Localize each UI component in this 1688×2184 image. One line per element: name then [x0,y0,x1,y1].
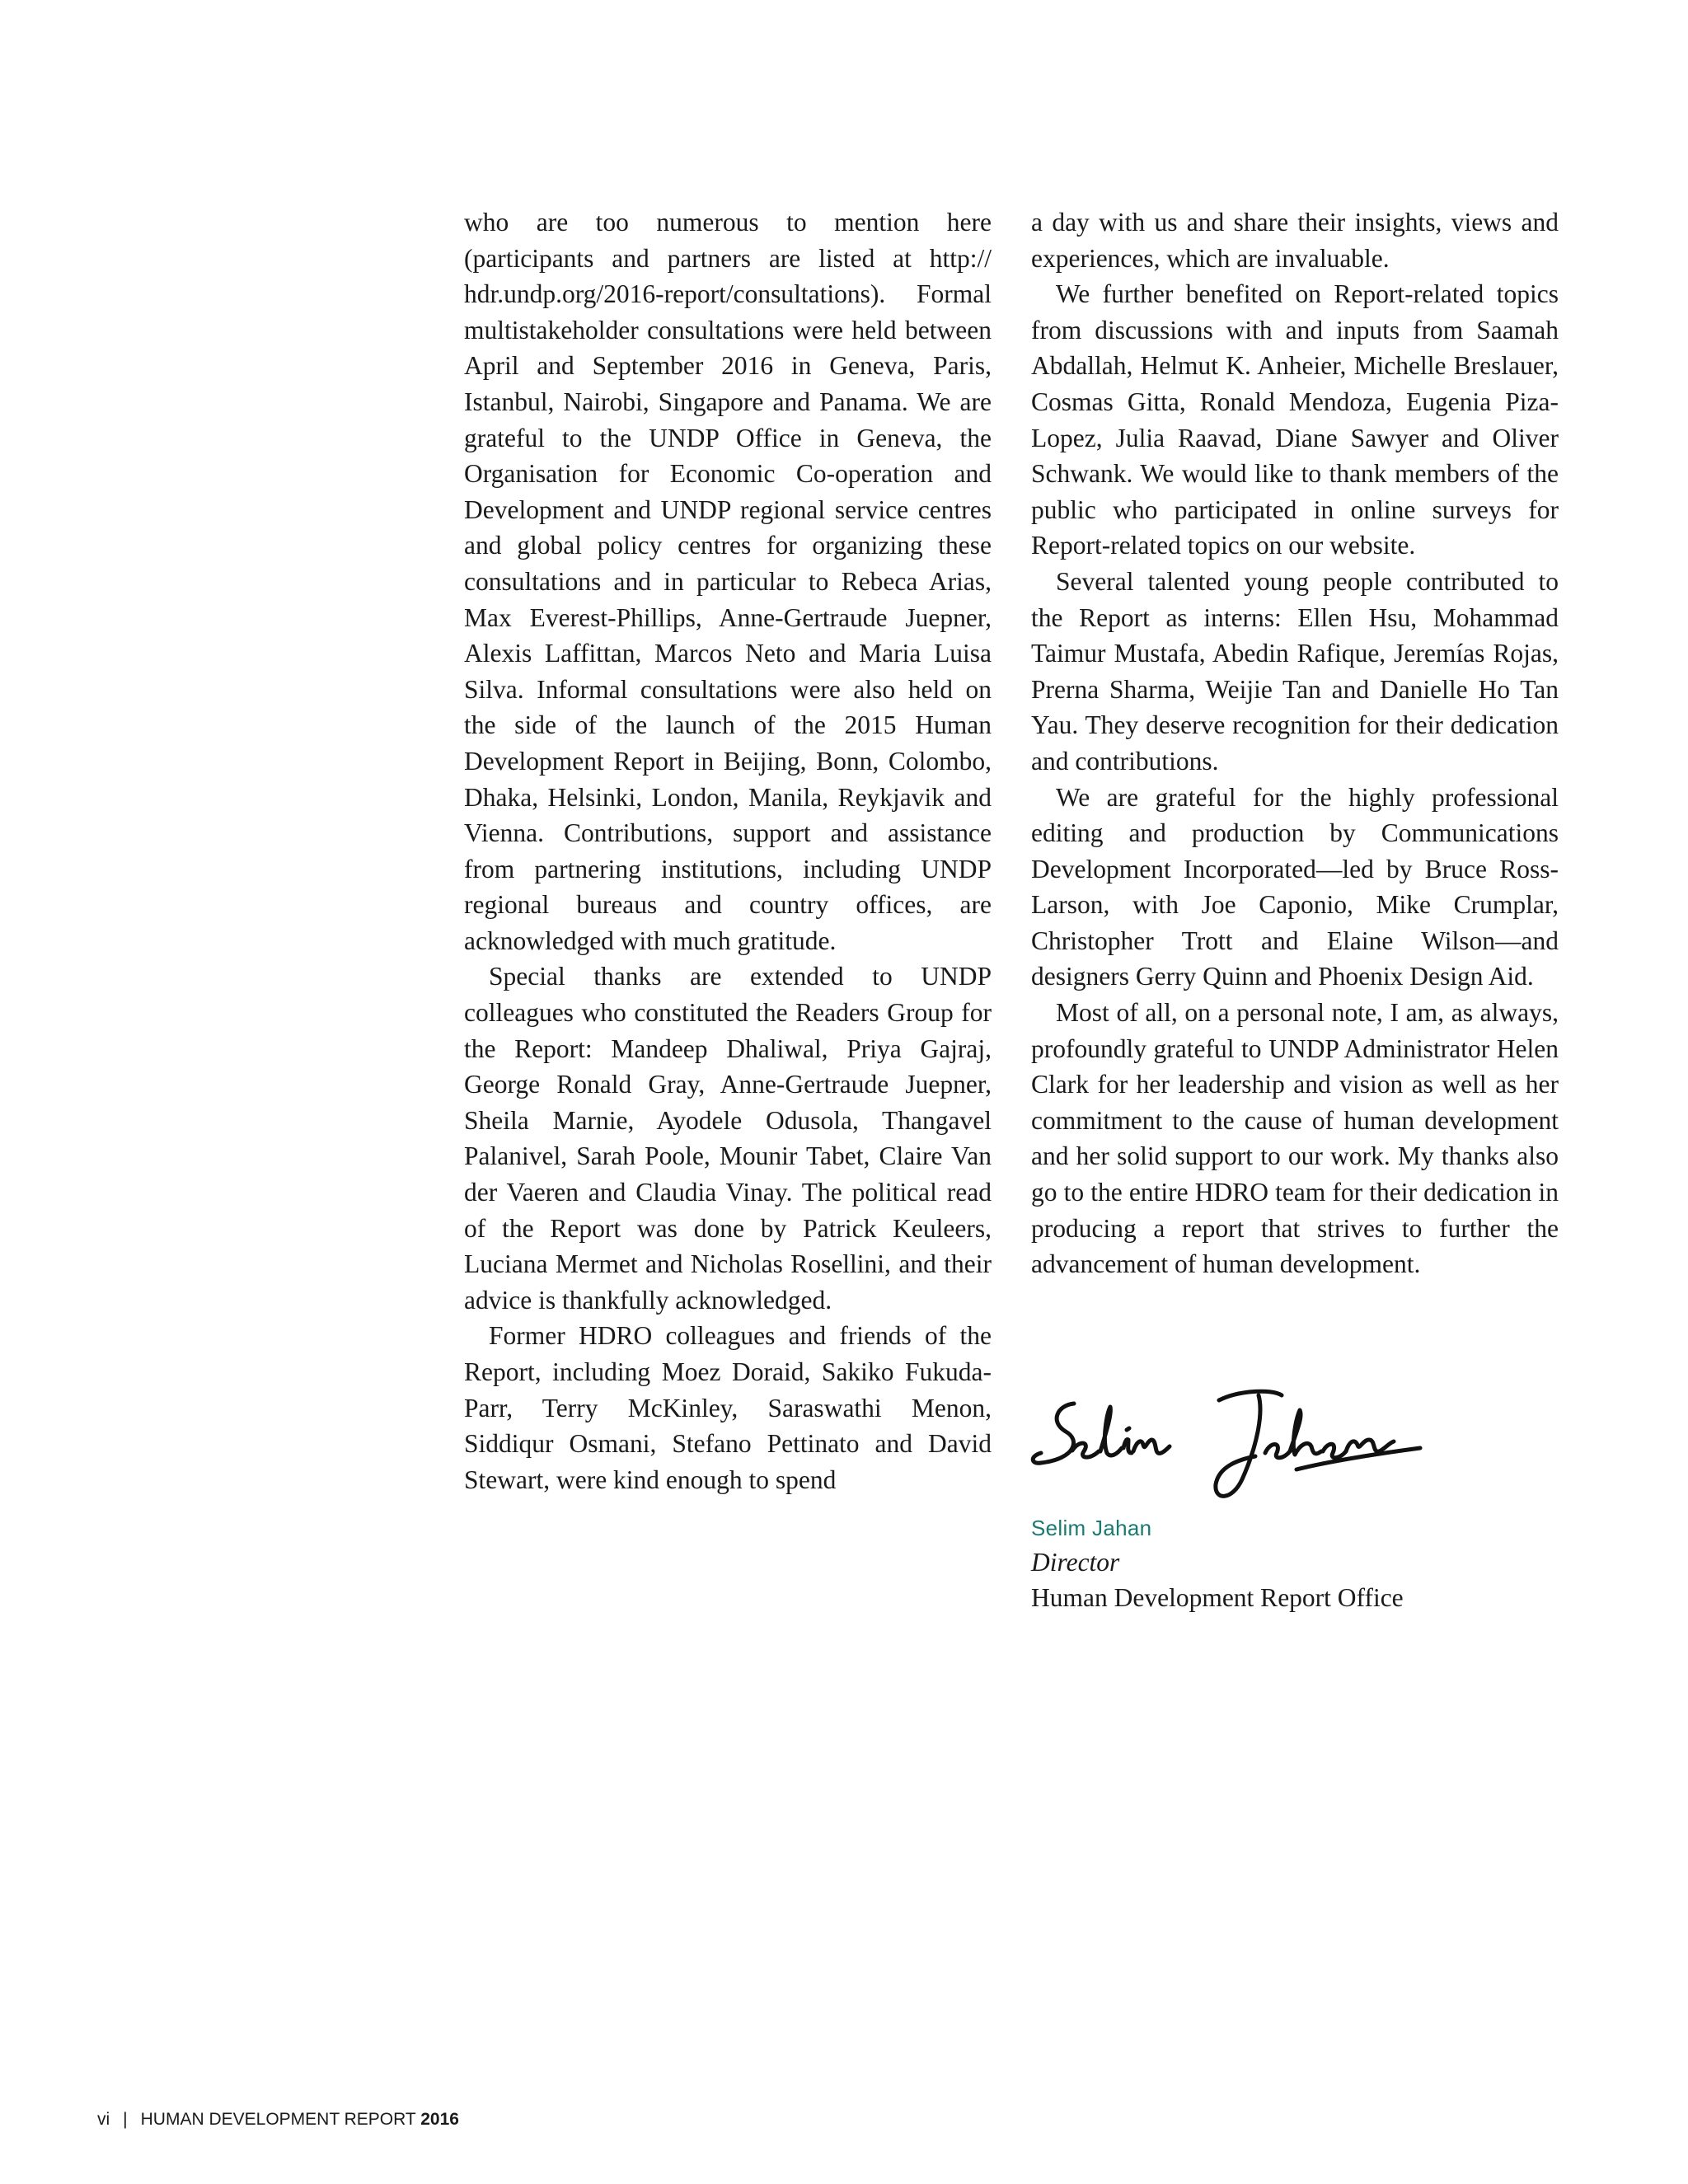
signatory-name: Selim Jahan [1031,1516,1152,1540]
report-title: HUMAN DEVELOPMENT REPORT [140,2110,416,2129]
page-number: vi [97,2110,110,2129]
signature-block [1031,1380,1559,1615]
right-column [1031,204,1559,1282]
left-column [464,204,992,1497]
paragraph: Special thanks are extended to UNDP colleagues who constituted the Readers Group for the Report: Mandeep Dhaliwal, Priya Gajraj, George Ronald Gray, Anne-Gertraude Juepner, Sheila Marnie, Ayodele Odusola, Thangavel Palanivel, Sarah Poole, Mounir Tabet, Claire Van der Vaeren and Claudia Vinay. The political read of the Report was done by Patrick Keuleers, Luciana Mermet and Nicholas Rosellini, and their advice is thankfully acknowledged. [464,962,992,1315]
paragraph: a day with us and share their insights, views and experiences, which are invaluable. [1031,208,1559,273]
paragraph: Former HDRO colleagues and friends of the Report, including Moez Doraid, Sakiko Fukuda-Parr, Terry McKinley, Saraswathi Menon, Siddiqur Osmani, Stefano Pettinato and David Stewart, were kind enough to spend [464,1321,992,1494]
paragraph: We are grateful for the highly professional editing and production by Communications Development Incorporated—led by Bruce Ross-Larson, with Joe Caponio, Mike Crumplar, Christopher Trott and Elaine Wilson—and designers Gerry Quinn and Phoenix Design Aid. [1031,782,1559,991]
signatory-office: Human Development Report Office [1031,1583,1404,1612]
paragraph: who are too numerous to mention here (participants and partners are listed at http://​hdr.undp.org/2016-report/consultations). Formal multistakeholder consultations were held between April and September 2016 in Geneva, Paris, Istanbul, Nairobi, Singapore and Panama. We are grateful to the UNDP Office in Geneva, the Organisation for Economic Co-operation and Development and UNDP regional service centres and global policy centres for organizing these consultations and in particular to Rebeca Arias, Max Everest-Phillips, Anne-Gertraude Juepner, Alexis Laffittan, Marcos Neto and Maria Luisa Silva. Informal consultations were also held on the side of the launch of the 2015 Human Development Report in Beijing, Bonn, Colombo, Dhaka, Helsinki, London, Manila, Reykjavik and Vienna. Contributions, support and assistance from partnering institutions, including UNDP regional bureaus and country offices, are acknowledged with much gratitude. [464,208,992,955]
paragraph: We further benefited on Report-related topics from discussions with and inputs from Saamah Abdallah, Helmut K. Anheier, Michelle Breslauer, Cosmas Gitta, Ronald Mendoza, Eugenia Piza-Lopez, Julia Raavad, Diane Sawyer and Oliver Schwank. We would like to thank members of the public who participated in online surveys for Report-related topics on our website. [1031,279,1559,560]
paragraph: Most of all, on a personal note, I am, as always, profoundly grateful to UNDP Administrator Helen Clark for her leadership and vision as well as her commitment to the cause of human development and her solid support to our work. My thanks also go to the entire HDRO team for their dedication in producing a report that strives to further the advancement of human development. [1031,998,1559,1279]
report-year: 2016 [420,2110,459,2129]
footer-separator: | [123,2110,128,2129]
page-footer [97,2110,459,2130]
paragraph: Several talented young people contributed to the Report as interns: Ellen Hsu, Mohammad Taimur Mustafa, Abedin Rafique, Jeremías Rojas, Prerna Sharma, Weijie Tan and Danielle Ho Tan Yau. They deserve recognition for their dedication and contributions. [1031,566,1559,776]
handwritten-signature [1025,1380,1437,1508]
signatory-title: Director [1031,1548,1120,1577]
